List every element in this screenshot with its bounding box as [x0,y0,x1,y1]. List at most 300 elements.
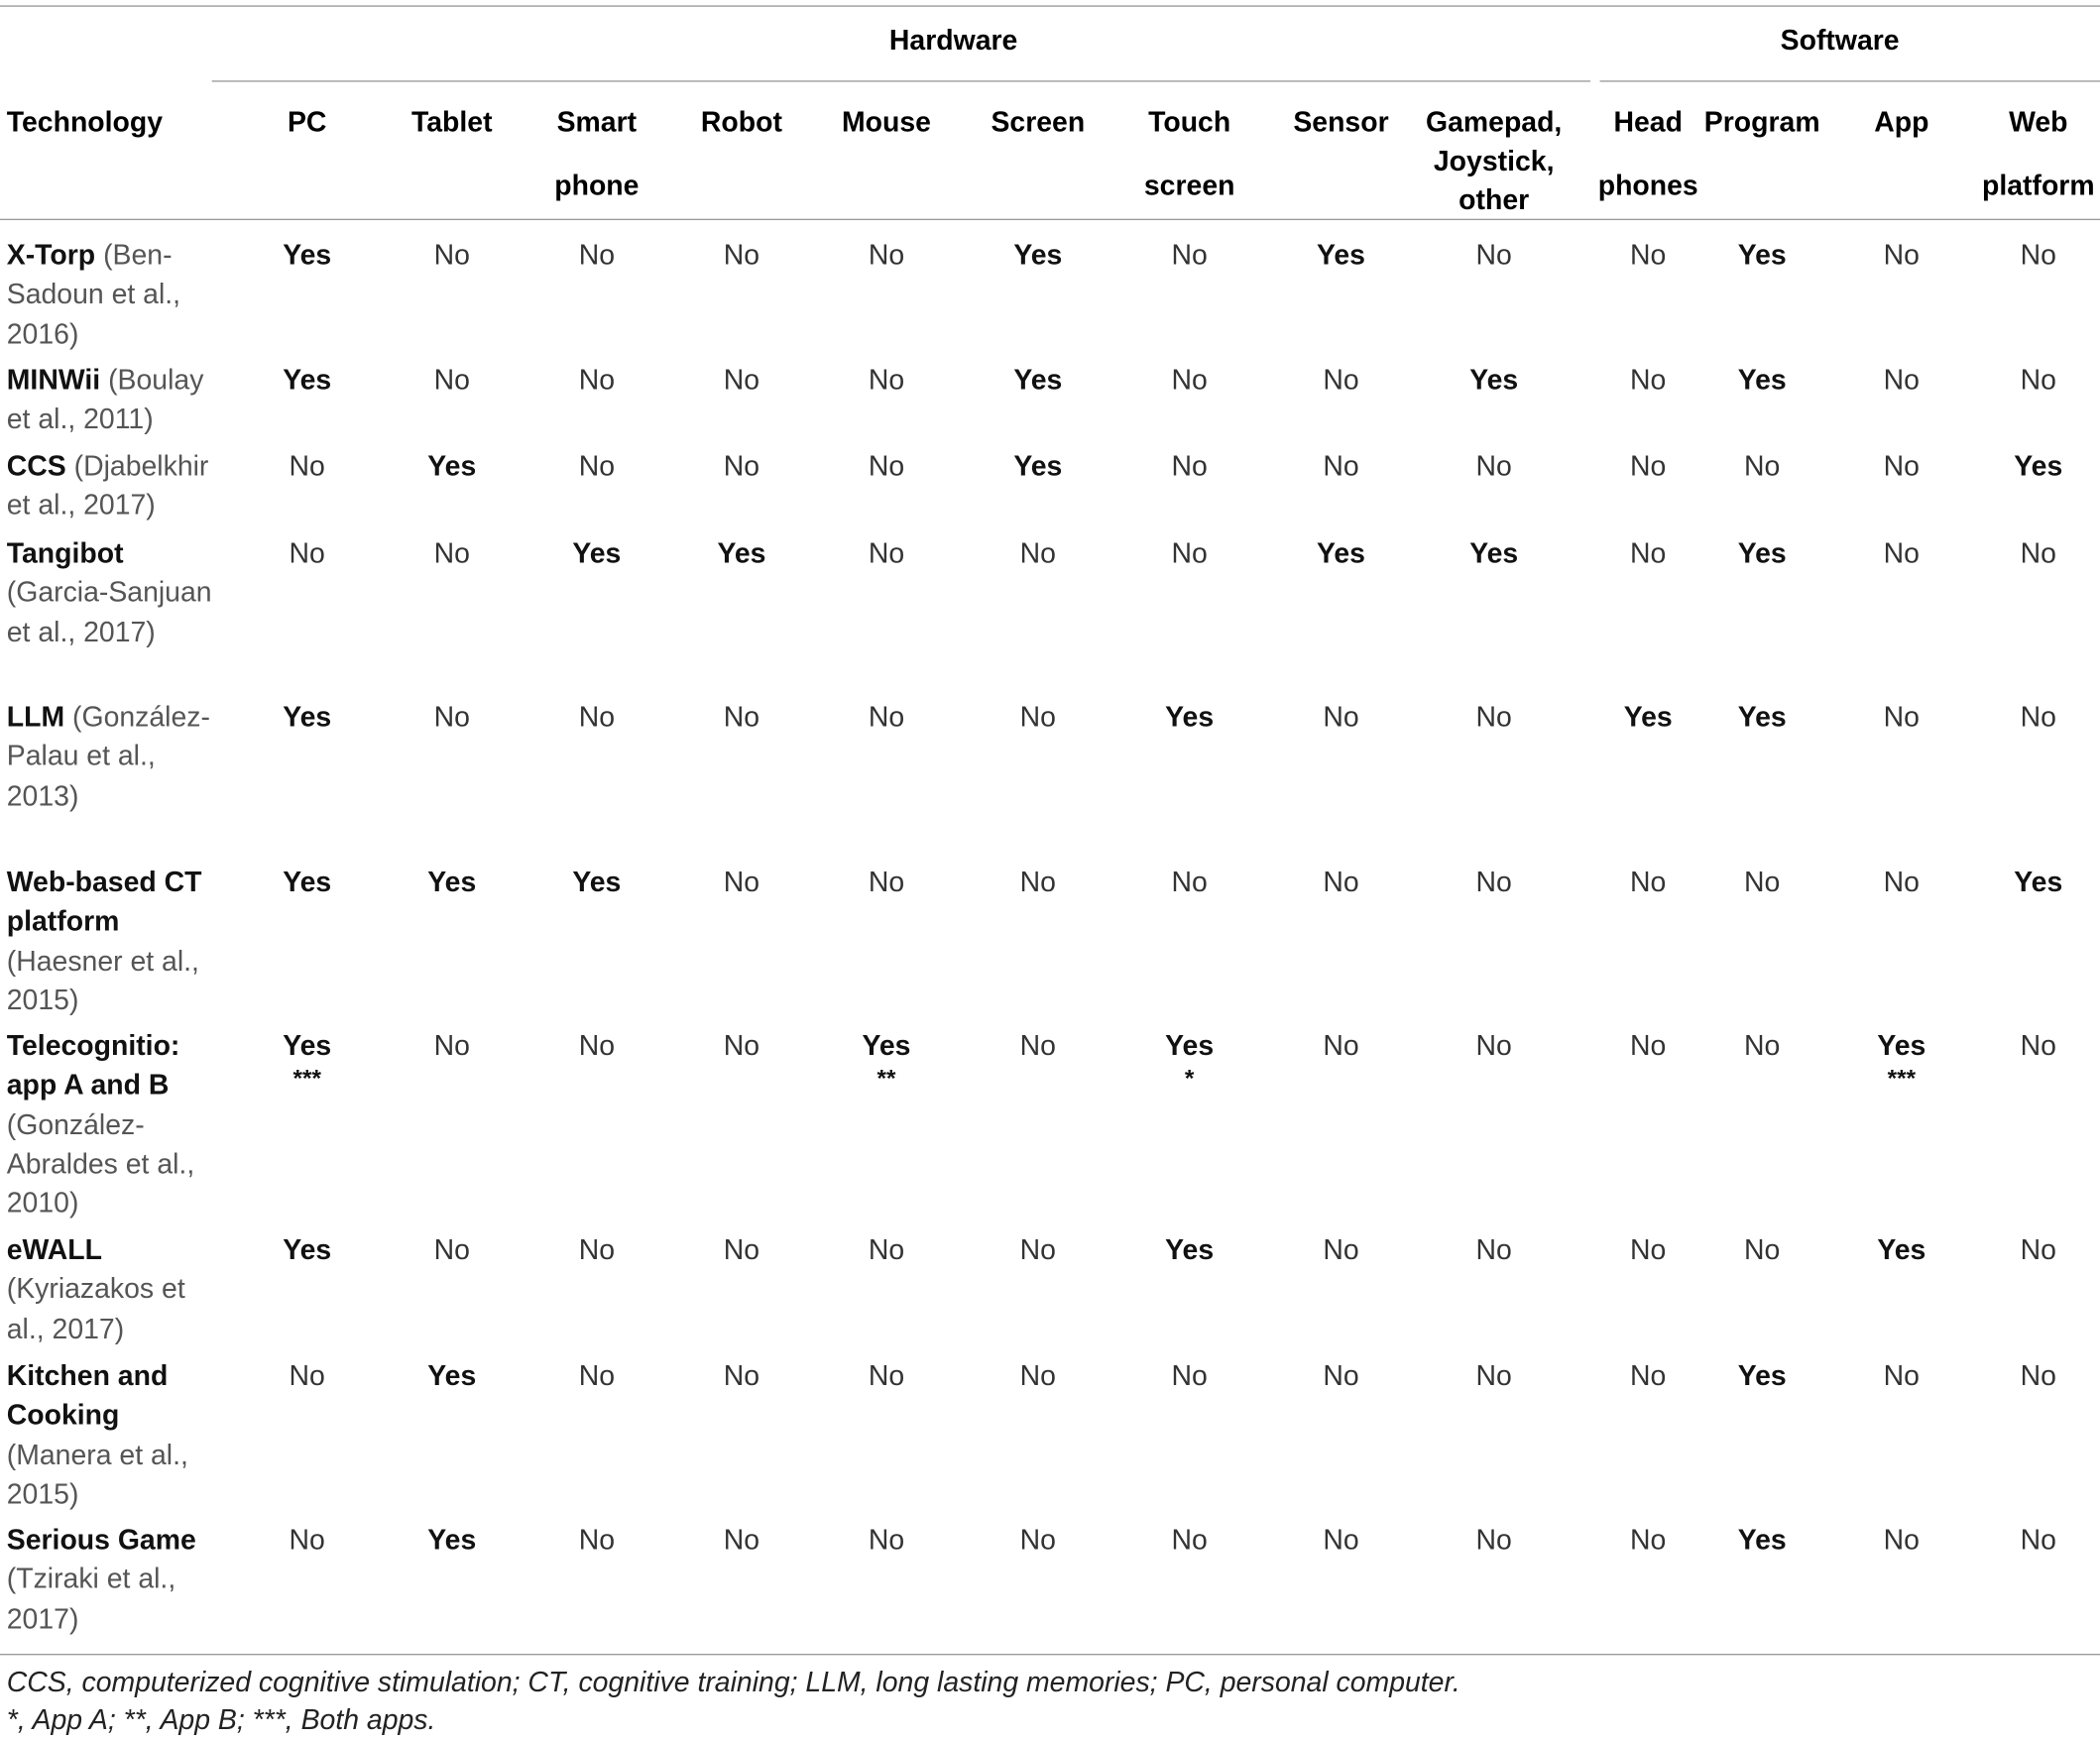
value-cell-program [1701,1027,1822,1066]
value-text: No [723,1234,760,1266]
value-cell-smartphone [536,361,657,400]
value-text: No [1171,240,1208,272]
technology-cell [7,864,228,1021]
value-cell-mouse [826,1027,947,1091]
value-text: Yes [572,867,622,898]
technology-cell [7,1357,228,1515]
column-header-gamepad [1400,103,1587,220]
value-text: No [578,365,616,397]
value-text: No [868,1525,905,1557]
value-text: No [433,240,470,272]
value-text: Yes [283,240,332,272]
value-text: No [1171,450,1208,483]
value-cell-pc [247,698,368,737]
technology-name: CCS [6,450,66,483]
value-text: No [1883,867,1920,898]
value-text: No [1171,537,1208,570]
value-cell-sensor [1281,447,1402,486]
value-text: No [1883,1525,1920,1557]
value-text: Yes [283,867,332,898]
value-cell-gamepad [1434,1231,1555,1270]
value-cell-smartphone [536,534,657,573]
value-text: No [723,240,760,272]
value-text: No [289,1525,325,1557]
value-text: No [868,702,905,734]
column-header-line: PC [287,107,327,139]
value-cell-mouse [826,534,947,573]
value-cell-tablet [392,1027,513,1066]
value-cell-screen [978,1027,1099,1066]
app-mark: *** [292,1064,321,1092]
table-bottom-rule [0,1654,2100,1655]
value-text: No [2020,702,2056,734]
value-cell-program [1701,1357,1822,1396]
technology-reference: (Manera et al., 2015) [6,1440,188,1510]
value-text: No [433,1030,470,1062]
value-cell-tablet [392,864,513,902]
value-text: No [1744,1234,1781,1266]
value-text: Yes [1165,1030,1215,1062]
column-header-line: Tablet [411,107,493,139]
value-cell-pc [247,361,368,400]
value-text: No [1475,240,1512,272]
value-text: Yes [1317,537,1365,570]
value-text: No [1019,867,1056,898]
value-text: No [1171,1360,1208,1392]
value-cell-robot [681,534,802,573]
value-cell-app [1841,1357,1962,1396]
value-text: Yes [1737,702,1787,734]
value-cell-headphones [1587,447,1708,486]
value-cell-touch [1129,447,1250,486]
value-cell-web [1978,1521,2099,1560]
column-header-line: platform [1981,170,2095,202]
value-cell-smartphone [536,447,657,486]
column-header-mouse [813,103,961,142]
value-cell-screen [978,864,1099,902]
value-cell-program [1701,447,1822,486]
value-cell-gamepad [1434,236,1555,275]
value-cell-tablet [392,698,513,737]
header-bottom-rule [0,219,2100,220]
column-header-smartphone [523,103,670,205]
value-cell-pc [247,1357,368,1396]
value-cell-gamepad [1434,864,1555,902]
value-cell-headphones [1587,361,1708,400]
value-text: No [1883,240,1920,272]
value-cell-pc [247,1521,368,1560]
technology-name: LLM [6,702,65,734]
technology-name: Web-based CT platform [6,867,202,938]
value-cell-touch [1129,1231,1250,1270]
value-text: No [1883,450,1920,483]
technology-cell [7,447,228,525]
technology-cell [7,698,228,816]
value-text: No [1630,240,1667,272]
value-text: No [1019,1360,1056,1392]
technology-cell [7,1521,228,1639]
technology-reference: (Ben-Sadoun et al., 2016) [6,240,181,350]
value-cell-app [1841,1027,1962,1091]
value-cell-gamepad [1434,1521,1555,1560]
value-text: No [1883,537,1920,570]
value-text: No [1630,1360,1667,1392]
column-header-app [1834,103,1968,142]
value-text: Yes [1013,450,1063,483]
value-text: Yes [1013,240,1063,272]
value-cell-web [1978,1357,2099,1396]
value-cell-sensor [1281,698,1402,737]
value-cell-web [1978,236,2099,275]
value-text: Yes [283,1234,332,1266]
value-text: No [1630,537,1667,570]
footnote-app-marks: *, App A; **, App B; ***, Both apps. [6,1704,436,1736]
value-text: No [868,240,905,272]
value-cell-gamepad [1434,534,1555,573]
value-text: No [868,1360,905,1392]
value-cell-tablet [392,236,513,275]
value-text: No [1744,867,1781,898]
value-cell-mouse [826,236,947,275]
value-text: No [1019,1525,1056,1557]
app-mark: *** [1887,1064,1917,1092]
value-cell-robot [681,1357,802,1396]
column-header-tech [7,103,163,142]
technology-reference: (Garcia-Sanjuan et al., 2017) [6,577,212,648]
value-text: No [1323,702,1359,734]
top-rule [0,5,2100,6]
value-cell-sensor [1281,1231,1402,1270]
value-cell-sensor [1281,864,1402,902]
value-text: No [868,537,905,570]
column-header-line: Joystick, [1433,146,1555,177]
technology-name: Tangibot [6,537,124,570]
value-text: No [433,537,470,570]
value-cell-robot [681,1027,802,1066]
value-text: No [1323,867,1359,898]
value-cell-touch [1129,864,1250,902]
value-text: No [1475,867,1512,898]
value-cell-web [1978,864,2099,902]
value-text: Yes [427,867,477,898]
value-text: No [1630,1234,1667,1266]
value-text: No [1883,365,1920,397]
value-text: No [2020,537,2056,570]
value-cell-app [1841,1231,1962,1270]
value-cell-gamepad [1434,447,1555,486]
column-header-line: Robot [700,107,782,139]
value-text: Yes [427,1525,477,1557]
value-cell-screen [978,698,1099,737]
value-cell-program [1701,534,1822,573]
column-header-line: Technology [6,107,164,139]
value-text: No [1019,1030,1056,1062]
value-cell-program [1701,236,1822,275]
footnote-abbreviations: CCS, computerized cognitive stimulation; CT, cognitive training; LLM, long lasting memories; PC, personal computer. [6,1667,1460,1698]
value-cell-touch [1129,236,1250,275]
column-header-line: Program [1703,107,1820,139]
value-text: No [1323,450,1359,483]
value-cell-robot [681,864,802,902]
value-cell-touch [1129,1521,1250,1560]
value-text: No [1019,702,1056,734]
column-header-screen [964,103,1111,142]
value-text: No [433,1234,470,1266]
column-header-line: Screen [991,107,1086,139]
value-cell-robot [681,1521,802,1560]
value-cell-gamepad [1434,1357,1555,1396]
value-text: No [289,450,325,483]
value-text: No [1630,1525,1667,1557]
value-text: No [2020,365,2056,397]
value-text: No [289,537,325,570]
value-cell-web [1978,1231,2099,1270]
value-cell-screen [978,1521,1099,1560]
technology-reference: (Djabelkhir et al., 2017) [6,450,209,522]
value-cell-sensor [1281,1357,1402,1396]
value-cell-tablet [392,447,513,486]
value-text: No [1323,365,1359,397]
column-header-web [1958,103,2100,205]
technology-name: MINWii [6,365,101,397]
value-cell-app [1841,1521,1962,1560]
app-mark: ** [876,1064,896,1092]
value-text: Yes [1877,1030,1926,1062]
value-text: No [1630,1030,1667,1062]
value-text: No [433,365,470,397]
value-cell-sensor [1281,361,1402,400]
value-text: No [2020,1525,2056,1557]
value-text: Yes [1013,365,1063,397]
value-cell-headphones [1587,698,1708,737]
value-text: No [723,450,760,483]
value-cell-mouse [826,698,947,737]
value-cell-tablet [392,534,513,573]
value-cell-screen [978,447,1099,486]
value-text: Yes [862,1030,911,1062]
column-header-line: screen [1143,170,1235,202]
value-text: Yes [1877,1234,1926,1266]
technology-reference: (Tziraki et al., 2017) [6,1564,176,1635]
value-text: Yes [427,450,477,483]
value-cell-robot [681,236,802,275]
value-cell-tablet [392,1231,513,1270]
value-cell-mouse [826,1521,947,1560]
value-cell-app [1841,698,1962,737]
technology-reference: (Kyriazakos et al., 2017) [6,1274,185,1345]
value-text: No [868,1234,905,1266]
value-cell-smartphone [536,1357,657,1396]
value-text: No [868,365,905,397]
value-text: No [1171,867,1208,898]
value-text: No [578,1525,616,1557]
column-header-line: other [1458,184,1530,216]
value-cell-program [1701,864,1822,902]
value-cell-smartphone [536,1521,657,1560]
value-cell-screen [978,1357,1099,1396]
value-text: Yes [283,365,332,397]
value-cell-headphones [1587,864,1708,902]
value-cell-app [1841,447,1962,486]
value-cell-mouse [826,1357,947,1396]
technology-cell [7,361,228,439]
value-text: No [1630,450,1667,483]
value-cell-smartphone [536,698,657,737]
value-cell-tablet [392,1521,513,1560]
value-text: No [1475,450,1512,483]
app-mark: * [1184,1064,1195,1092]
value-text: Yes [283,702,332,734]
value-text: No [868,450,905,483]
value-text: No [2020,240,2056,272]
value-cell-touch [1129,534,1250,573]
value-text: No [723,702,760,734]
value-text: No [1019,537,1056,570]
value-text: No [723,365,760,397]
value-text: Yes [1469,537,1519,570]
value-text: No [578,240,616,272]
technology-reference: (Boulay et al., 2011) [6,365,204,436]
value-cell-smartphone [536,236,657,275]
value-text: No [433,702,470,734]
technology-name: X-Torp [6,240,96,272]
value-cell-sensor [1281,1027,1402,1066]
value-text: No [578,450,616,483]
value-cell-web [1978,1027,2099,1066]
value-cell-app [1841,864,1962,902]
value-text: Yes [572,537,622,570]
column-header-line: Sensor [1293,107,1389,139]
value-text: No [723,867,760,898]
technology-reference: (Haesner et al., 2015) [6,945,199,1016]
value-cell-web [1978,534,2099,573]
value-cell-pc [247,447,368,486]
value-cell-program [1701,1231,1822,1270]
value-cell-mouse [826,1231,947,1270]
value-text: Yes [2014,867,2063,898]
value-cell-robot [681,698,802,737]
value-text: Yes [1737,537,1787,570]
value-text: No [578,1360,616,1392]
value-cell-web [1978,447,2099,486]
column-header-line: Smart [556,107,638,139]
value-text: No [1744,1030,1781,1062]
column-header-tablet [378,103,525,142]
value-cell-robot [681,361,802,400]
value-cell-pc [247,1231,368,1270]
value-cell-touch [1129,1027,1250,1091]
value-cell-pc [247,864,368,902]
column-header-line: App [1874,107,1929,139]
value-text: No [2020,1360,2056,1392]
value-text: No [2020,1030,2056,1062]
value-text: No [1630,867,1667,898]
value-text: Yes [2014,450,2063,483]
value-text: No [1475,1234,1512,1266]
column-header-line: Web [2009,107,2068,139]
value-text: No [2020,1234,2056,1266]
value-text: No [723,1030,760,1062]
value-text: No [1744,450,1781,483]
column-header-touch [1115,103,1263,205]
value-text: Yes [1737,365,1787,397]
value-cell-sensor [1281,236,1402,275]
value-cell-headphones [1587,1231,1708,1270]
value-text: No [723,1360,760,1392]
value-cell-smartphone [536,1231,657,1270]
software-group-rule [1600,80,2100,81]
value-cell-mouse [826,864,947,902]
value-cell-touch [1129,361,1250,400]
value-text: No [1171,1525,1208,1557]
value-cell-headphones [1587,1521,1708,1560]
value-cell-robot [681,1231,802,1270]
column-header-line: phones [1597,170,1698,202]
value-text: Yes [717,537,766,570]
value-cell-screen [978,534,1099,573]
value-cell-headphones [1587,236,1708,275]
value-text: No [1323,1360,1359,1392]
value-cell-robot [681,447,802,486]
value-cell-screen [978,1231,1099,1270]
value-cell-program [1701,361,1822,400]
technology-name: Telecognitio: app A and B [6,1030,180,1102]
value-cell-sensor [1281,534,1402,573]
value-text: Yes [283,1030,332,1062]
value-text: Yes [427,1360,477,1392]
value-text: Yes [1737,1525,1787,1557]
value-cell-smartphone [536,864,657,902]
value-cell-pc [247,534,368,573]
value-cell-touch [1129,698,1250,737]
value-cell-gamepad [1434,698,1555,737]
technology-reference: (González-Palau et al., 2013) [6,702,210,812]
column-header-line: phone [554,170,640,202]
value-text: No [1323,1234,1359,1266]
value-text: No [289,1360,325,1392]
value-text: Yes [1165,702,1215,734]
value-text: Yes [1469,365,1519,397]
technology-cell [7,236,228,354]
column-header-robot [674,103,808,142]
value-cell-program [1701,698,1822,737]
value-cell-smartphone [536,1027,657,1066]
value-cell-program [1701,1521,1822,1560]
value-text: No [1475,1030,1512,1062]
value-cell-gamepad [1434,361,1555,400]
value-cell-web [1978,361,2099,400]
value-text: No [1019,1234,1056,1266]
column-header-line: Gamepad, [1426,107,1563,139]
technology-name: Serious Game [6,1525,196,1557]
technology-reference: (González-Abraldes et al., 2010) [6,1109,195,1219]
value-text: No [578,1030,616,1062]
column-header-line: Head [1613,107,1683,139]
hardware-group-rule [212,80,1590,81]
value-text: No [1883,1360,1920,1392]
value-text: No [1883,702,1920,734]
value-cell-pc [247,236,368,275]
group-header-hardware: Hardware [888,25,1018,57]
value-text: Yes [1623,702,1673,734]
value-cell-pc [247,1027,368,1091]
technology-cell [7,534,228,652]
technology-cell [7,1231,228,1349]
value-text: No [1630,365,1667,397]
value-text: Yes [1317,240,1365,272]
value-cell-app [1841,361,1962,400]
value-text: No [578,702,616,734]
